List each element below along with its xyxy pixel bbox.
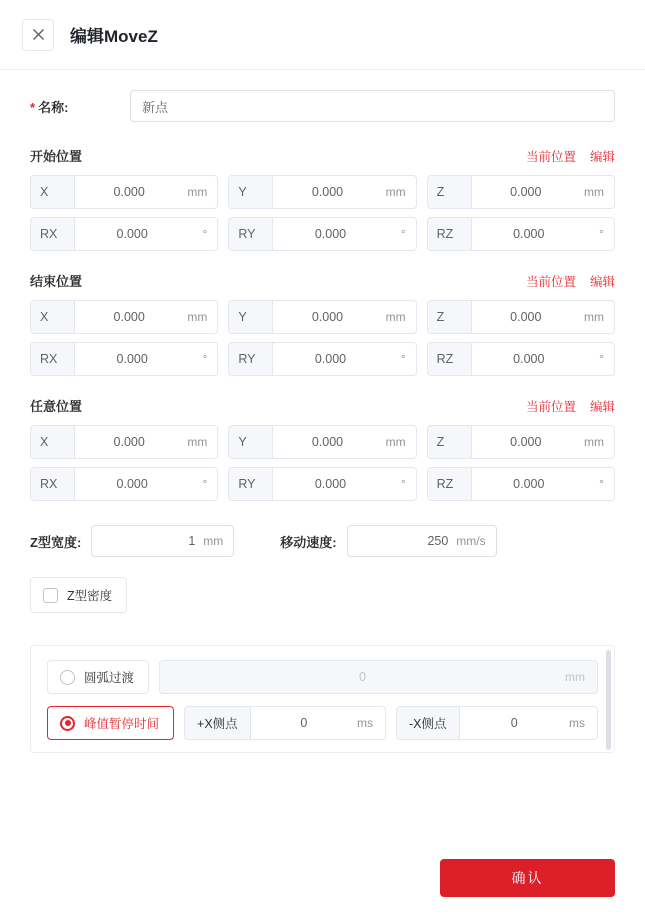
field-tag: RY (229, 468, 273, 500)
current-position-link[interactable]: 当前位置 (525, 149, 576, 164)
field-tag: X (31, 426, 75, 458)
field-value: 0.000 (510, 435, 542, 449)
field-tag: Z (428, 176, 472, 208)
move-speed-unit: mm/s (456, 534, 486, 548)
plus-x-unit: ms (357, 716, 374, 730)
minus-x-tag: -X侧点 (397, 707, 460, 739)
field-row (30, 175, 615, 209)
field-unit: ° (400, 227, 406, 241)
section-start-position (30, 146, 615, 251)
section-header (30, 271, 615, 290)
field-value: 0.000 (113, 185, 145, 199)
section-actions (526, 397, 615, 415)
arc-transition-radio[interactable] (47, 660, 149, 694)
field-unit: mm (583, 310, 604, 324)
field-unit: mm (385, 185, 406, 199)
field-tag: RX (31, 468, 75, 500)
section-header (30, 396, 615, 415)
radio-circle[interactable] (60, 716, 75, 731)
field-value: 0.000 (510, 185, 542, 199)
section-title: 开始位置 (30, 149, 83, 164)
peak-pause-label: 峰值暂停时间 (84, 717, 160, 731)
required-marker: * (30, 99, 36, 115)
section-header (30, 146, 615, 165)
field-value: 0.000 (314, 477, 347, 491)
field-y[interactable] (228, 300, 416, 334)
field-tag: RZ (428, 343, 472, 375)
section-title: 结束位置 (30, 274, 83, 289)
field-x[interactable] (30, 175, 218, 209)
minus-x-side-field[interactable] (396, 706, 598, 740)
field-tag: X (31, 176, 75, 208)
section-end-position (30, 271, 615, 376)
field-unit: mm (385, 310, 406, 324)
confirm-button[interactable]: 确认 (440, 859, 615, 897)
field-unit: ° (202, 227, 208, 241)
name-label (30, 97, 130, 116)
field-value: 0.000 (314, 227, 347, 241)
field-value: 0.000 (311, 185, 344, 199)
plus-x-side-field[interactable] (184, 706, 386, 740)
z-width-label: Z型宽度: (30, 534, 82, 550)
section-actions (526, 272, 615, 290)
field-value: 0.000 (113, 310, 145, 324)
field-tag: RZ (428, 468, 472, 500)
field-x[interactable] (30, 300, 218, 334)
field-rz[interactable] (427, 467, 615, 501)
field-unit: ° (599, 352, 604, 366)
field-value: 0.000 (116, 477, 148, 491)
plus-x-tag: +X侧点 (185, 707, 251, 739)
field-row (30, 217, 615, 251)
field-rx[interactable] (30, 342, 218, 376)
arc-transition-unit: mm (565, 670, 585, 684)
arc-transition-input[interactable] (159, 660, 598, 694)
field-tag: RY (229, 218, 273, 250)
field-ry[interactable] (228, 217, 416, 251)
minus-x-value: 0 (510, 716, 518, 730)
field-unit: mm (385, 435, 406, 449)
field-unit: ° (599, 227, 604, 241)
field-rx[interactable] (30, 467, 218, 501)
field-rz[interactable] (427, 342, 615, 376)
section-arbitrary-position (30, 396, 615, 501)
dialog-body (0, 70, 645, 847)
field-value: 0.000 (314, 352, 347, 366)
field-tag: X (31, 301, 75, 333)
radio-circle[interactable] (60, 670, 75, 685)
dialog-footer (0, 847, 645, 917)
field-tag: Z (428, 301, 472, 333)
peak-pause-row (47, 706, 598, 740)
current-position-link[interactable]: 当前位置 (525, 274, 576, 289)
field-row (30, 467, 615, 501)
edit-link[interactable]: 编辑 (589, 274, 615, 289)
z-density-checkbox[interactable] (30, 577, 127, 613)
field-unit: mm (187, 310, 208, 324)
field-value: 0.000 (510, 310, 542, 324)
field-z[interactable] (427, 425, 615, 459)
params-row (30, 525, 615, 557)
field-value: 0.000 (116, 352, 148, 366)
field-y[interactable] (228, 425, 416, 459)
move-speed-label: 移动速度: (280, 534, 337, 550)
field-tag: RX (31, 343, 75, 375)
field-tag: Y (229, 176, 273, 208)
field-value: 0.000 (311, 310, 344, 324)
field-row (30, 425, 615, 459)
field-tag: RY (229, 343, 273, 375)
field-ry[interactable] (228, 342, 416, 376)
edit-link[interactable]: 编辑 (589, 399, 615, 414)
z-width-unit: mm (203, 534, 224, 548)
field-unit: ° (599, 477, 604, 491)
field-unit: mm (187, 185, 208, 199)
section-actions (526, 147, 615, 165)
z-density-label: Z型密度 (67, 589, 113, 603)
field-row (30, 342, 615, 376)
field-z[interactable] (427, 300, 615, 334)
arc-transition-label: 圆弧过渡 (84, 671, 135, 685)
move-speed-input[interactable] (347, 525, 497, 557)
minus-x-unit: ms (569, 716, 586, 730)
field-value: 0.000 (311, 435, 344, 449)
plus-x-value: 0 (300, 716, 308, 730)
field-value: 0.000 (513, 227, 545, 241)
field-tag: Z (428, 426, 472, 458)
options-panel (30, 645, 615, 753)
field-y[interactable] (228, 175, 416, 209)
arc-transition-row (47, 660, 598, 694)
arc-transition-value: 0 (359, 670, 366, 684)
panel-scrollbar[interactable] (606, 650, 611, 750)
field-unit: mm (583, 435, 604, 449)
field-unit: ° (202, 352, 208, 366)
field-unit: mm (583, 185, 604, 199)
dialog-header (0, 0, 645, 70)
field-value: 0.000 (513, 477, 545, 491)
move-speed-value: 250 (427, 534, 449, 548)
field-unit: mm (187, 435, 208, 449)
field-x[interactable] (30, 425, 218, 459)
field-value: 0.000 (513, 352, 545, 366)
close-icon[interactable] (22, 19, 54, 51)
edit-link[interactable]: 编辑 (589, 149, 615, 164)
field-rx[interactable] (30, 217, 218, 251)
field-value: 0.000 (113, 435, 145, 449)
section-title: 任意位置 (30, 399, 83, 414)
checkbox-box[interactable] (43, 588, 58, 603)
field-rz[interactable] (427, 217, 615, 251)
field-tag: RX (31, 218, 75, 250)
field-unit: ° (400, 352, 406, 366)
field-unit: ° (400, 477, 406, 491)
page-title: 编辑MoveZ (70, 27, 158, 46)
field-unit: ° (202, 477, 208, 491)
name-row (30, 90, 615, 122)
field-tag: Y (229, 426, 273, 458)
field-value: 0.000 (116, 227, 148, 241)
field-row (30, 300, 615, 334)
name-label-text: 名称: (38, 99, 69, 115)
field-z[interactable] (427, 175, 615, 209)
field-tag: Y (229, 301, 273, 333)
peak-pause-radio[interactable] (47, 706, 174, 740)
field-ry[interactable] (228, 467, 416, 501)
z-width-value: 1 (188, 534, 196, 548)
z-width-input[interactable] (91, 525, 234, 557)
field-tag: RZ (428, 218, 472, 250)
name-input[interactable] (130, 90, 615, 122)
current-position-link[interactable]: 当前位置 (525, 399, 576, 414)
